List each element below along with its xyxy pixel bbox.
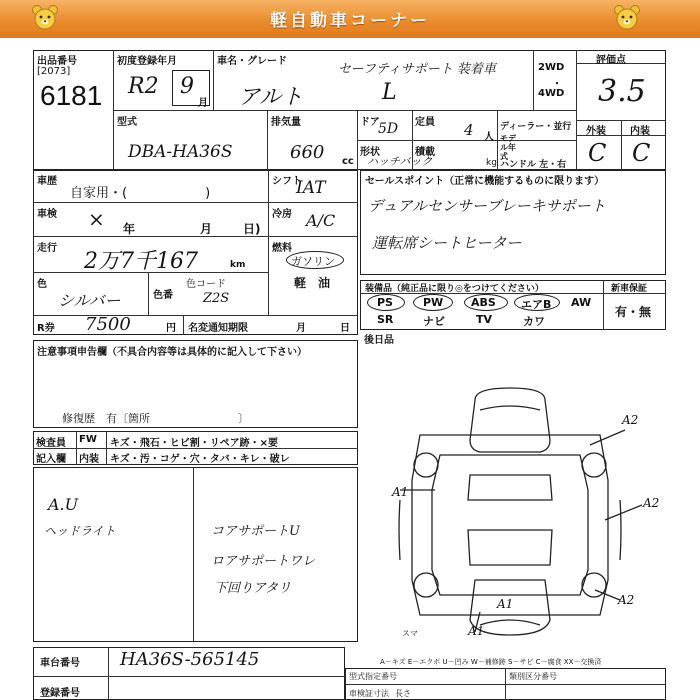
usage-label: 車歴 xyxy=(37,176,57,187)
color: シルバー xyxy=(58,291,121,310)
dealer-label: ディーラー・並行 xyxy=(500,122,572,132)
after-label: 後日品 xyxy=(364,335,394,346)
4wd-label: 4WD xyxy=(538,88,565,99)
fuel-label: 燃料 xyxy=(272,243,292,254)
2wd-label: 2WD xyxy=(538,62,565,73)
fuel: ガソリン xyxy=(291,255,335,268)
door-label: ドア xyxy=(360,117,380,128)
equip-sr: SR xyxy=(377,313,394,326)
inspector-row2: キズ・汚・コゲ・穴・タバ・キレ・破レ xyxy=(110,454,290,465)
equipment-label: 装備品（純正品に限り◎をつけてください） xyxy=(365,284,544,294)
color-code: Z2S xyxy=(203,291,230,306)
cert-f4: 長さ xyxy=(395,689,411,698)
load-label: 積載 xyxy=(415,147,435,158)
body-type: ハッチバック xyxy=(367,155,433,168)
month-unit: 月 xyxy=(198,98,208,109)
mileage-label: 走行 xyxy=(37,243,57,254)
interior-label: 内装 xyxy=(79,454,99,465)
color-label: 色 xyxy=(37,279,47,290)
handle-label: ハンドル 左・右 xyxy=(500,160,567,170)
note-c: コアサポートU xyxy=(211,524,300,539)
namechange-day: 日 xyxy=(340,323,350,334)
namechange-month: 月 xyxy=(296,323,306,334)
cert-f3: 車検証寸法 xyxy=(349,689,389,698)
damage-mark-3: A2 xyxy=(643,496,660,510)
namechange-label: 名変通知期限 xyxy=(188,323,248,334)
car-name: アルト xyxy=(238,85,304,110)
first-reg-month: 9 xyxy=(180,74,194,99)
equip-pw: PW xyxy=(423,296,444,309)
note-d: ロアサポートワレ xyxy=(211,554,316,569)
note-e: 下回りアタリ xyxy=(214,581,292,596)
exterior-grade: C xyxy=(588,139,607,167)
load-unit: kg xyxy=(486,158,497,168)
new-warranty-value: 有・無 xyxy=(615,305,652,319)
equip-leather: カワ xyxy=(523,315,545,328)
equip-ps: PS xyxy=(377,296,393,309)
damage-mark-5: A1 xyxy=(497,597,514,611)
first-reg-era: R2 xyxy=(128,74,159,99)
score-label: 評価点 xyxy=(596,55,626,66)
new-warranty-label: 新車保証 xyxy=(611,284,648,294)
displacement: 660 xyxy=(290,142,325,163)
notes-label: 注意事項申告欄（不具合内容等は具体的に記入して下さい） xyxy=(37,347,307,358)
interior-grade: C xyxy=(632,139,651,167)
day-unit: 日) xyxy=(243,222,261,236)
recycle-label: R券 xyxy=(37,323,55,334)
disp-label: 排気量 xyxy=(271,117,301,128)
colorno-sub: 色コード xyxy=(186,279,226,290)
fw-label: FW xyxy=(79,434,97,445)
model-code: DBA-HA36S xyxy=(128,142,233,162)
colorno-label: 色番 xyxy=(153,290,173,301)
ac: A/C xyxy=(306,211,336,230)
yen-unit: 円 xyxy=(166,323,176,334)
inspector-row1: キズ・飛石・ヒビ割・リペア跡・×要 xyxy=(110,438,278,449)
car-grade: L xyxy=(382,80,397,105)
lot-label: 出品番号 xyxy=(37,56,77,67)
first-reg-label: 初度登録年月 xyxy=(117,56,177,67)
equip-aw: AW xyxy=(571,296,592,309)
score: 3.5 xyxy=(598,74,646,109)
fuel-alt: 軽 油 xyxy=(294,276,331,290)
note-a: A.U xyxy=(48,495,79,514)
safety-grade: セーフティサポート 装着車 xyxy=(338,62,496,77)
equip-abs: ABS xyxy=(471,296,496,309)
shift-label: シフト xyxy=(272,176,302,187)
body-label: 形状 xyxy=(360,147,380,158)
regno-label: 登録番号 xyxy=(40,688,80,699)
model-label: 型式 xyxy=(117,117,137,128)
inspection-label: 車検 xyxy=(37,209,57,220)
inspector-label: 検査員 xyxy=(36,438,66,449)
usage: 自家用・( ) xyxy=(70,186,211,201)
capacity: 4 xyxy=(464,121,474,139)
chassis-label: 車台番号 xyxy=(40,658,80,669)
doors: 5D xyxy=(378,121,399,137)
sales-point-1: デュアルセンサーブレーキサポート xyxy=(368,197,606,215)
damage-mark-2: A1 xyxy=(392,485,409,499)
damage-mark-6: A1 xyxy=(468,624,485,638)
banner-title: 軽自動車コーナー xyxy=(270,11,430,31)
int-label: 内装 xyxy=(630,126,650,137)
equip-airbag: エアB xyxy=(521,298,552,311)
ac-label: 冷房 xyxy=(272,209,292,220)
recycle: 7500 xyxy=(85,314,131,335)
damage-mark-1: A2 xyxy=(622,413,639,427)
repair-history: 修復歴 有〔箇所 〕 xyxy=(62,412,249,425)
mileage: 2万7千167 xyxy=(84,249,198,274)
cert-f1: 型式指定番号 xyxy=(349,672,397,681)
disp-unit: cc xyxy=(342,156,354,167)
cert-f2: 類別区分番号 xyxy=(509,672,557,681)
sales-point-2: 運転席シートヒーター xyxy=(372,234,522,252)
chassis-number: HA36S-565145 xyxy=(120,649,260,670)
equip-navi: ナビ xyxy=(423,315,445,328)
shift: IAT xyxy=(296,178,326,198)
capacity-unit: 人 xyxy=(484,132,494,143)
small-mark: スマ xyxy=(402,629,418,638)
name-label: 車名・グレード xyxy=(217,56,287,67)
inspection: × xyxy=(88,207,105,231)
inspector-label-2: 記入欄 xyxy=(36,454,66,465)
damage-mark-4: A2 xyxy=(618,593,635,607)
equip-tv: TV xyxy=(476,313,493,326)
km-unit: km xyxy=(230,260,246,270)
note-b: ヘッドライト xyxy=(44,524,116,538)
lot-sub: [2073] xyxy=(37,66,71,77)
modelyear-label: モデル年式 xyxy=(500,134,516,161)
sales-label: セールスポイント（正常に機能するものに限ります） xyxy=(365,176,605,187)
lot-number: 6181 xyxy=(40,80,103,111)
capacity-label: 定員 xyxy=(415,117,435,128)
legend: A－キズ E－エクボ U－凹み W－補修跡 S－サビ C－腐食 XX－交換済 xyxy=(380,658,602,666)
ext-label: 外装 xyxy=(586,126,606,137)
year-unit: 年 xyxy=(123,222,136,236)
insp-month-unit: 月 xyxy=(200,222,213,236)
